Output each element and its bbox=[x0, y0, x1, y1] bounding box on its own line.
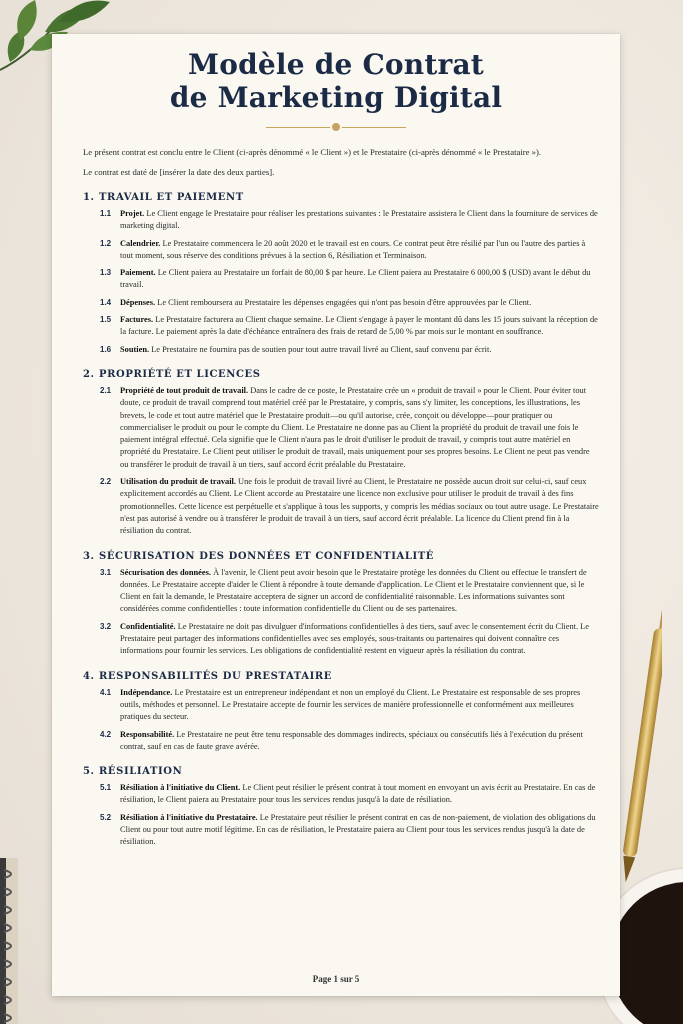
clause-heading: Soutien. bbox=[120, 344, 150, 354]
clause-heading: Confidentialité. bbox=[120, 621, 176, 631]
clause bbox=[100, 314, 600, 339]
intro bbox=[83, 146, 600, 179]
clause bbox=[100, 344, 600, 356]
clause-heading: Propriété de tout produit de travail. bbox=[120, 385, 249, 395]
section-heading: RESPONSABILITÉS DU PRESTATAIRE bbox=[99, 670, 333, 682]
clause bbox=[100, 729, 600, 754]
section-title bbox=[83, 551, 620, 562]
section-heading: RÉSILIATION bbox=[99, 766, 183, 778]
section-number: 5. bbox=[83, 766, 95, 778]
intro-paragraph: Le contrat est daté de [insérer la date des deux parties]. bbox=[83, 167, 275, 177]
clause-number: 1.4 bbox=[100, 297, 112, 307]
clause-text: À l'avenir, le Client peut avoir besoin que le Prestataire protège les données du Client ou effectue le transfert de données. Le Prestataire accepte d'aider le Client à répondre à toute demande d'application. Le Client et le Prestataire conviennent que, si le Client en fait la demande, le Prestataire acceptera de signer un accord de confidentialité raisonnable. Les informations suivantes sont considérées comme confidentielles : toute information confidentielle du Client ou de ses partenaires. bbox=[120, 567, 587, 614]
clause-text: Dans le cadre de ce poste, le Prestataire crée un « produit de travail » pour le Client. Pour éviter tout doute, ce produit de travail comprend tout matériel créé par le Prestataire, y compris, sans s'y limiter, les conceptions, les illustrations, les brevets, le code et tout autre matériel que le Prestataire produit—ou qu'il autorise, crée, conçoit ou développe—pour pratiquer ou commercialiser le produit ou pour le compte du Client. Le Prestataire ne donne pas au Client la propriété du produit de travail une fois le paiement intégral effectué. Cela signifie que le Client n'aura pas le droit d'utiliser le produit de travail, y compris tout autre matériel en propriété du Prestataire. Le Client peut utiliser le produit de travail, mais uniquement pour ses propres besoins. Le Client ne peut pas vendre ou transférer le produit de travail à un tiers, sauf accord écrit préalable du Prestataire. bbox=[120, 385, 590, 469]
clause-text: Le Prestataire commencera le 20 août 2020 et le travail est en cours. Ce contrat peut être résilié par l'un ou l'autre des parties à tout moment, sous réserve des conditions prévues à la section 6, Résiliation et Terminaison. bbox=[120, 238, 586, 260]
clause-heading: Factures. bbox=[120, 315, 154, 325]
clause bbox=[100, 812, 600, 849]
section-title bbox=[83, 369, 620, 380]
clause-text: Le Prestataire ne fournira pas de soutien pour tout autre travail livré au Client, sauf convenu par écrit. bbox=[151, 344, 492, 354]
clause bbox=[100, 238, 600, 263]
clause-text: Le Client paiera au Prestataire un forfait de 80,00 $ par heure. Le Client paiera au Prestataire 6 000,00 $ (USD) avant le début du travail. bbox=[120, 268, 591, 290]
title-line-2: de Marketing Digital bbox=[169, 81, 503, 114]
clause bbox=[100, 687, 600, 724]
clause-text: Le Prestataire est un entrepreneur indépendant et non un employé du Client. Le Prestataire est responsable de ses propres outils, méthodes et personnel. Le Prestataire accepte de fournir les services de manière professionnelle et conformément aux meilleures pratiques du secteur. bbox=[120, 687, 581, 722]
clause-heading: Sécurisation des données. bbox=[120, 567, 211, 577]
title-ornament bbox=[266, 122, 406, 134]
section-heading: SÉCURISATION DES DONNÉES ET CONFIDENTIALITÉ bbox=[99, 550, 435, 562]
clause bbox=[100, 621, 600, 658]
clause-text: Le Client engage le Prestataire pour réaliser les prestations suivantes : le Prestataire assistera le Client dans la fourniture de services de marketing digital. bbox=[120, 209, 598, 231]
clause-number: 2.2 bbox=[100, 477, 112, 487]
clause bbox=[100, 567, 600, 616]
contract-page bbox=[52, 34, 620, 996]
page-number: Page 1 sur 5 bbox=[312, 974, 360, 984]
clause bbox=[100, 297, 600, 309]
clause-number: 1.6 bbox=[100, 344, 112, 354]
intro-paragraph: Le présent contrat est conclu entre le Client (ci-après dénommé « le Client ») et le Prestataire (ci-après dénommé « le Prestataire »). bbox=[83, 147, 542, 157]
clause-heading: Dépenses. bbox=[120, 297, 156, 307]
clause bbox=[100, 476, 600, 537]
pen-decoration bbox=[622, 588, 662, 888]
clause-number: 4.1 bbox=[100, 687, 112, 697]
clause-number: 1.3 bbox=[100, 268, 112, 278]
section-heading: TRAVAIL ET PAIEMENT bbox=[99, 192, 244, 203]
section-number: 4. bbox=[83, 670, 95, 682]
section-number: 1. bbox=[83, 192, 95, 203]
clause-text: Une fois le produit de travail livré au Client, le Prestataire ne possède aucun droit sur celui-ci, sauf ceux explicitement accordés au Client. Le Client accorde au Prestataire une licence non exclusive pour utiliser le produit de travail à des fins promotionnelles. Cette licence est perpétuelle et s'applique à tous les supports, y compris les médias sociaux ou tout autre usage. Le Prestataire n'est pas autorisé à vendre ou à transférer le produit de travail à un tiers, sauf accord écrit préalable. La licence du Client prend fin à la résiliation du contrat. bbox=[120, 477, 599, 536]
clause-heading: Paiement. bbox=[120, 268, 156, 278]
section-number: 2. bbox=[83, 368, 95, 380]
clause-number: 4.2 bbox=[100, 729, 112, 739]
document-title bbox=[52, 48, 620, 114]
clause-heading: Responsabilité. bbox=[120, 729, 175, 739]
sections bbox=[52, 192, 620, 849]
clause-heading: Résiliation à l'initiative du Prestataire. bbox=[120, 812, 258, 822]
clause bbox=[100, 782, 600, 807]
clause-number: 2.1 bbox=[100, 385, 112, 395]
clause-text: Le Client remboursera au Prestataire les dépenses engagées qui n'ont pas besoin d'être approuvées par le Client. bbox=[157, 297, 532, 307]
clause bbox=[100, 385, 600, 471]
clause-number: 3.2 bbox=[100, 621, 112, 631]
clause-heading: Projet. bbox=[120, 209, 145, 218]
clause-text: Le Prestataire facturera au Client chaque semaine. Le Client s'engage à payer le montant dû dans les 15 jours suivant la réception de la facture. Le paiement après la date d'échéance entraînera des frais de retard de 5,00 % par mois sur le montant en souffrance. bbox=[120, 315, 598, 337]
section-title bbox=[83, 192, 620, 203]
clause-number: 1.1 bbox=[100, 209, 112, 218]
clause-number: 1.5 bbox=[100, 315, 112, 325]
clause-heading: Résiliation à l'initiative du Client. bbox=[120, 783, 241, 793]
clause-number: 1.2 bbox=[100, 238, 112, 248]
clause-number: 5.1 bbox=[100, 783, 112, 793]
section-title bbox=[83, 766, 620, 777]
clause-text: Le Prestataire ne peut être tenu responsable des dommages indirects, spéciaux ou consécutifs liés à l'exécution du présent contrat, sauf en cas de faute grave avérée. bbox=[120, 729, 583, 751]
section-number: 3. bbox=[83, 550, 95, 562]
clause-text: Le Prestataire peut résilier le présent contrat en cas de non-paiement, de violation des obligations du Client ou pour tout autre motif légitime. En cas de résiliation, le Prestataire paiera au Client pour tous les services rendus jusqu'à la date de résiliation. bbox=[120, 812, 596, 847]
notebook-decoration bbox=[0, 858, 26, 1024]
clause-text: Le Prestataire ne doit pas divulguer d'informations confidentielles à des tiers, sauf avec le consentement écrit du Client. Le Prestataire peut partager des informations confidentielles avec ses employés, sous-traitants ou partenaires qui doivent connaître ces informations pour fournir les services. Les obligations de confidentialité restent en vigueur après la résiliation du contrat. bbox=[120, 621, 589, 656]
clause-heading: Indépendance. bbox=[120, 687, 173, 697]
section-title bbox=[83, 671, 620, 682]
clause bbox=[100, 267, 600, 292]
clause-heading: Calendrier. bbox=[120, 238, 161, 248]
clause bbox=[100, 208, 600, 233]
clause-number: 3.1 bbox=[100, 567, 112, 577]
section-heading: PROPRIÉTÉ ET LICENCES bbox=[99, 368, 261, 380]
title-line-1: Modèle de Contrat bbox=[188, 48, 484, 81]
clause-text: Le Client peut résilier le présent contrat à tout moment en envoyant un avis écrit au Prestataire. En cas de résiliation, le Client paiera au Prestataire pour tous les services rendus jusqu'à la date de résiliation. bbox=[120, 783, 596, 805]
clause-heading: Utilisation du produit de travail. bbox=[120, 477, 236, 487]
clause-number: 5.2 bbox=[100, 812, 112, 822]
